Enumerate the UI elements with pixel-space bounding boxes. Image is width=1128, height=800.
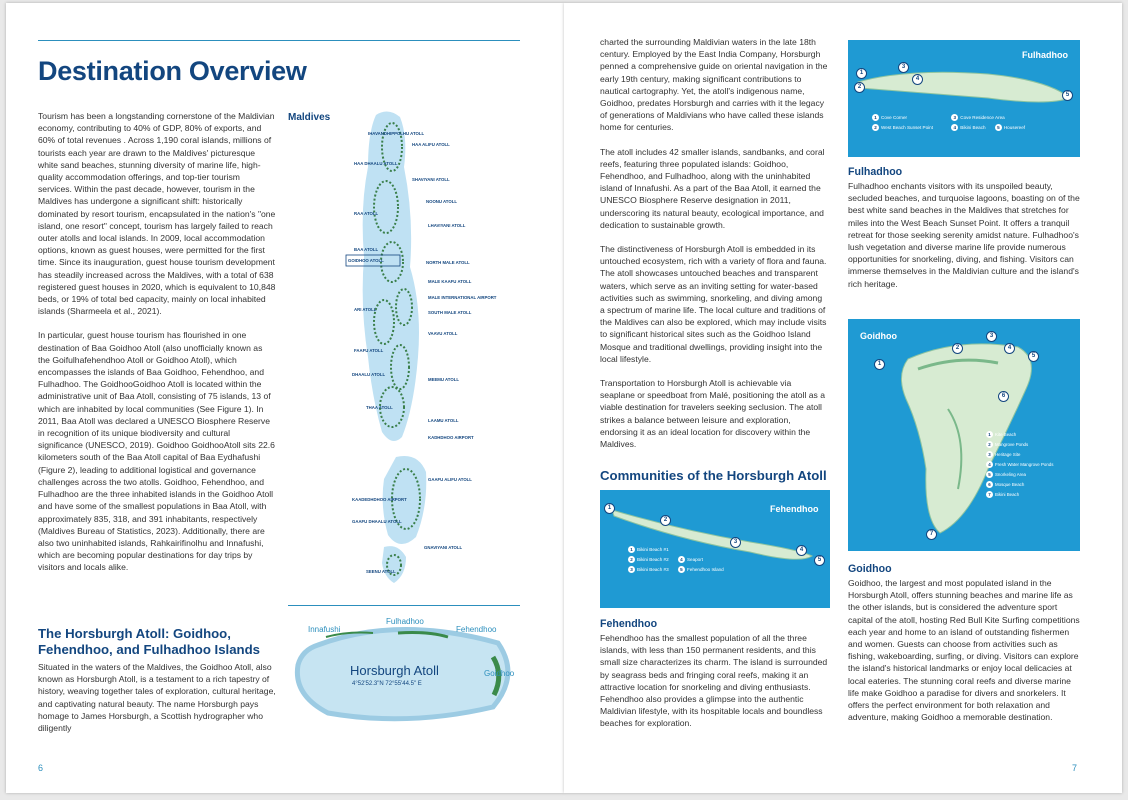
legend-item: 2 Mangrove Ponds [986,441,1028,448]
history-paragraph-1: charted the surrounding Maldivian waters in the late 18th century. Employed by the East India Company, Horsburgh penned a comprehensive guide on oriental navigation in the early 19th century, making significant contributions to nautical cartography. Yet, the atoll's indigenous name, Goidhoo, predates Horsburgh and carries with it the legacy of generations of Maldivians who have called these islands home for centuries. [600,37,828,133]
atoll-island-label: Innafushi [308,625,341,634]
page-title: Destination Overview [38,56,307,86]
goidhoo-text: Goidhoo, the largest and most populated island in the Horsburgh Atoll, offers stunning beaches and marine life as the other islands, but is considered the adventure sport capital of the atoll, hosting Red Bull Kite Surfing competitions each year and home to an island of outstanding fishermen and women. Guests can choose from activities such as fishing, wakeboarding, surfing, or diving. Visitors can explore the island's historical landmarks or enjoy local delicacies at local eateries. The stunning coral reefs and diverse marine life make Goidhoo a paradise for divers and snorkelers. It offers the perfect environment for both relaxation and adventure, making Goidhoo a memorable destination. [848,578,1080,723]
fehendhoo-heading: Fehendhoo [600,618,658,630]
map-pin: 1 [604,503,615,514]
legend-item: 1 Bikini Beach #1 [628,546,669,553]
goidhoo-legend [986,431,1076,501]
horsburgh-section [38,626,276,734]
map-label: FAAFU ATOLL [354,348,384,353]
legend-item: 5 Snorkeling Area [986,471,1026,478]
map-name: Goidhoo [860,331,897,341]
history-paragraph-2: The atoll includes 42 smaller islands, sandbanks, and coral reefs, featuring three populated islands: Goidhoo, Fehendhoo, and Fulhadhoo, along with the uninhabited island of Innafushi. As a part of the Baa Atoll, it earned the UNESCO Biosphere Reserve designation in 2011, underscoring its natural beauty, ecological importance, and dedication to sustainable growth. [600,146,825,230]
legend-item: 3 Cove Residence Area [951,114,1004,121]
atoll-name: Horsburgh Atoll [350,663,439,678]
map-label: GAAFU ALIFU ATOLL [428,477,472,482]
section-heading: The Horsburgh Atoll: Goidhoo, Fehendhoo, and Fulhadhoo Islands [38,626,260,657]
intro-text [38,110,276,586]
legend-item: 2 West Beach Sunset Point [872,124,942,131]
map-label: RAA ATOLL [354,211,379,216]
map-pin: 4 [796,545,807,556]
intro-paragraph-2: In particular, guest house tourism has flourished in one destination of Baa Goidhoo Atoll (also unofficially known as the Goifulhafehendhoo Atoll or Goidhoo Atoll), which encompasses the islands of Baa Goidhoo, Fehendhoo, and Fulhadhoo. The GoidhooGoidhoo Atoll is located within the administrative unit of Baa Atoll, consisting of 75 islands, 13 of which are inhabited by local communities (See Figure 1). In 2011, Baa Atoll was declared a UNESCO Biosphere Reserve in recognition of its unique biodiversity and cultural significance (UNESCO, 2019). Goidhoo GoidhooAtoll sits 22.6 kilometers south of the Baa Atoll capital of Baa Eydhafushi (Figure 2), leading to additional logistical and governance challenges across the two atolls. Goidhoo, Fehendhoo, and Fulhadhoo are the three inhabited islands in the Goidhoo Atoll and have some of the smallest populations in Baa Atoll, with approximately 835, 318, and 391 inhabitants, respectively (Maldives Bureau of Statistics, 2023). Additionally, there are also two uninhabited islands, Rahkairifinolhu and Innafushi, which are becoming popular destinations for day trips by visitors and locals alike. [38,330,275,573]
communities-heading: Communities of the Horsburgh Atoll [600,468,827,483]
map-label: GOIDHOO ATOLL [348,258,384,263]
intro-paragraph-1: Tourism has been a longstanding cornerstone of the Maldivian economy, contributing to 40% of GDP, 80% of exports, and 60% of total revenues . Across 1,190 coral islands, millions of tourists each year are drawn to the Maldives' picturesque white sand beaches, stunning diversity of marine life, high-quality accommodation offerings, and top-tier tourism services. Within the past decade, however, tourism in the Maldives has undergone a significant shift: historically dominated by resort tourism, encapsulated in the nation's "one island, one resort" concept, tourism has largely failed to reach outer atolls and local islands. In 2009, local accommodation options, known as guest houses, were permitted for the first time. Since its inauguration, guest house tourism development has steadily increased across the Maldives, with a total of 638 registered guest houses in 2020, which is equivalent to 10,848 beds, or 19% of total bed capacity, mainly on local inhabited islands (Sharmeela et al., 2021). [38,111,276,317]
map-label: NOONU ATOLL [426,199,457,204]
page-number: 7 [1072,763,1078,773]
legend-item: 1 Kite Beach [986,431,1016,438]
map-pin: 2 [854,82,865,93]
top-rule [38,40,520,41]
legend-item: 3 Heritage Site [986,451,1020,458]
map-name: Fulhadhoo [1022,50,1068,60]
atoll-island-label: Goidhoo [484,669,515,678]
right-page [564,3,1122,793]
map-pin: 3 [730,537,741,548]
map-title: Maldives [288,112,331,123]
fulhadhoo-text: Fulhadhoo enchants visitors with its unspoiled beauty, secluded beaches, and turquoise lagoons, boasting on of the best white sand beaches in the Maldives that stretches for miles into the West Beach Sunset Point. It offers a tranquil retreat for those seeking serenity amidst nature. Fulhadhoo's lush vegetation and diverse marine life provide numerous opportunities for snorkeling, diving, and fishing. Visitors can immerse themselves in the Maldivian culture and the island's rich heritage. [848,181,1080,289]
map-pin: 4 [912,74,923,85]
map-pin: 3 [898,62,909,73]
maldives-map-graphic [288,107,520,607]
map-label: SEENU ATOLL [366,569,396,574]
map-label: SHAVIYANI ATOLL [412,177,450,182]
map-pin: 5 [1028,351,1039,362]
legend-item: 4 Seaport [678,556,703,563]
page-number: 6 [38,763,44,773]
fehendhoo-legend [628,546,768,576]
legend-item: 5 Fehendhoo Island [678,566,724,573]
maldives-map [288,107,520,607]
map-pin: 1 [874,359,885,370]
legend-item: 4 Fresh Water Mangrove Ponds [986,461,1053,468]
map-label: GAAFU DHAALU ATOLL [352,519,402,524]
legend-item: 2 Bikini Beach #2 [628,556,669,563]
map-label: LAAMU ATOLL [428,418,459,423]
goidhoo-heading: Goidhoo [848,563,892,575]
history-text [600,36,828,462]
atoll-coordinates: 4°52'52.3"N 72°55'44.5" E [352,681,422,687]
left-page [6,3,564,793]
map-label: SOUTH MALE ATOLL [428,310,472,315]
fehendhoo-text: Fehendhoo has the smallest population of all the three islands, with less than 150 permanent residents, and this small size characterizes its charm. The island is surrounded by seagrass beds and fringing coral reefs, making it an attractive location for snorkeling and diving enthusiasts. Fehendhoo also provides a glimpse into the authentic Maldivian lifestyle, with its hospitable locals and boundless beaches for exploration. [600,633,828,729]
map-label: MEEMU ATOLL [428,377,459,382]
map-label: KADHDHOO AIRPORT [428,435,474,440]
fulhadhoo-legend [872,114,1072,134]
map-label: DHAALU ATOLL [352,372,386,377]
map-pin: 7 [926,529,937,540]
map-label: MALE INTERNATIONAL AIRPORT [428,295,497,300]
map-pin: 1 [856,68,867,79]
map-label: BAA ATOLL [354,247,379,252]
legend-item: 4 Bikini Beach [951,124,985,131]
map-pin: 3 [986,331,997,342]
map-rule [288,605,520,606]
map-label: HAA DHAALU ATOLL [354,161,398,166]
map-label: GNAVIYANI ATOLL [424,545,463,550]
map-pin: 5 [814,555,825,566]
atoll-island-label: Fulhadhoo [386,617,424,626]
map-pin: 5 [1062,90,1073,101]
fulhadhoo-map [848,40,1080,157]
fulhadhoo-heading: Fulhadhoo [848,166,903,178]
map-pin: 2 [660,515,671,526]
map-pin: 4 [1004,343,1015,354]
map-label: NORTH MALE ATOLL [426,260,470,265]
fehendhoo-map [600,490,830,608]
map-label: MALE KAAFU ATOLL [428,279,472,284]
atoll-island-label: Fehendhoo [456,625,497,634]
map-label: THAA ATOLL [366,405,393,410]
legend-item: 7 Bikini Beach [986,491,1019,498]
horsburgh-atoll-map [288,615,520,727]
legend-item: 5 Housereef [995,124,1025,131]
map-pin: 2 [952,343,963,354]
legend-item: 1 Cove Corner [872,114,942,121]
map-pin: 6 [998,391,1009,402]
map-label: ARI ATOLL [354,307,377,312]
history-paragraph-4: Transportation to Horsburgh Atoll is achievable via seaplane or speedboat from Malé, positioning the atoll as a viable destination for travelers seeking seclusion. The atoll strikes a balance between leisure and exploration, endorsing it as an ideal location for discovery within the Maldives. [600,378,826,450]
map-label: LHAVIYANI ATOLL [428,223,466,228]
map-label: HAA ALIFU ATOLL [412,142,450,147]
map-name: Fehendhoo [770,504,819,514]
legend-item: 6 Mosque Beach [986,481,1024,488]
map-label: KAADEDHDHOO AIRPORT [352,497,407,502]
legend-item: 3 Bikini Beach #3 [628,566,669,573]
map-label: VAAVU ATOLL [428,331,458,336]
goidhoo-map [848,319,1080,551]
map-label: IHAVANDHIPPOLHU ATOLL [368,131,425,136]
history-paragraph-3: The distinctiveness of Horsburgh Atoll is embedded in its untouched ecosystem, rich with a variety of flora and fauna. The atoll showcases untouched beaches and transparent waters, which serve as an inviting setting for water-based activities such as swimming, snorkeling, and diving among a spectrum of marine life. The local culture and traditions of the Maldives can also be explored, which may include visits to significant historical sites such as the Goidhoo Island Mosque and traditional dwellings, providing insight into the local lifestyle. [600,244,827,364]
section-text: Situated in the waters of the Maldives, the Goidhoo Atoll, also known as Horsburgh Atoll, is a testament to a rich tapestry of history, weaving together tales of exploration, cultural heritage, and captivating natural beauty. The name Horsburgh pays homage to James Horsburgh, a Scottish hydrographer who diligently [38,662,276,734]
